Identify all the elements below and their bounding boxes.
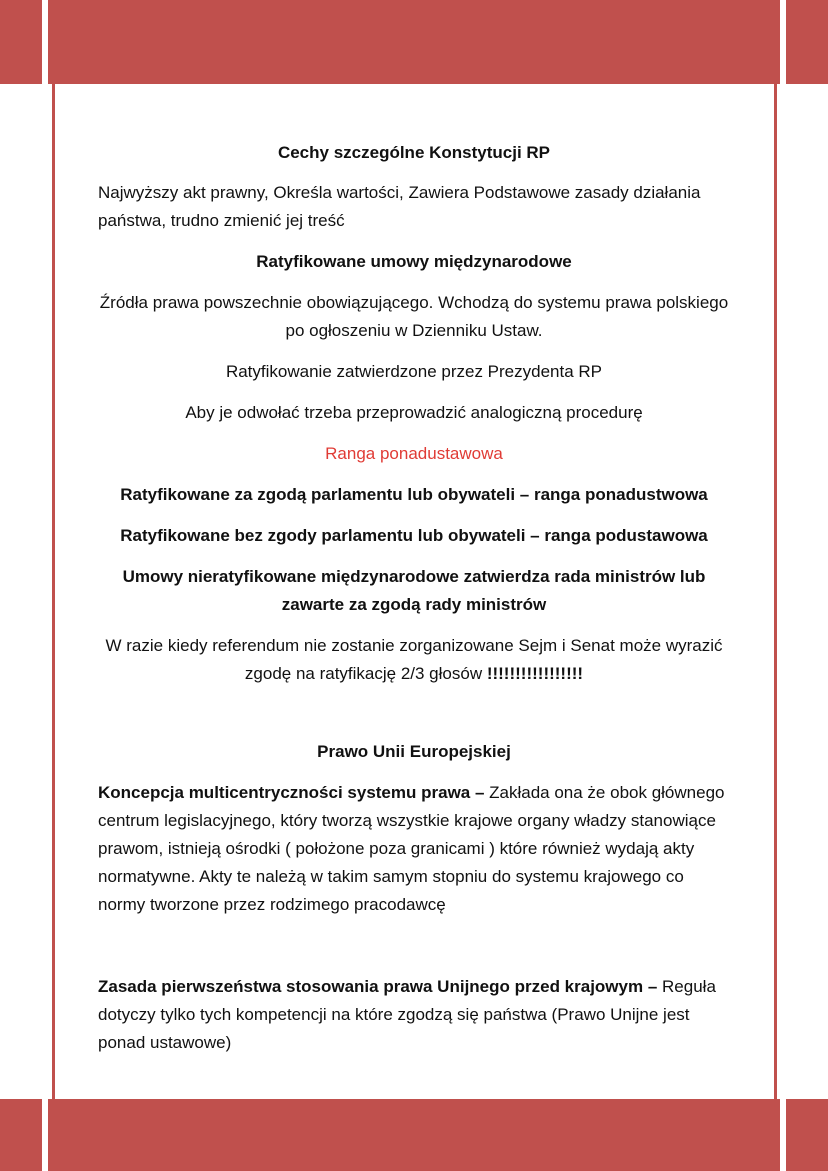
heading-eu-law: Prawo Unii Europejskiej: [317, 742, 511, 761]
agreements-bold-2: Ratyfikowane bez zgody parlamentu lub obywateli – ranga podustawowa: [120, 526, 708, 545]
term-primacy: Zasada pierwszeństwa stosowania prawa Unijnego przed krajowym –: [98, 977, 658, 996]
definition-primacy: Reguła dotyczy tylko tych kompetencji na które zgodzą się państwa (Prawo Unijne jest ponad ustawowe): [98, 977, 716, 1052]
agreements-paragraph-4: [98, 632, 730, 688]
right-rail: [774, 0, 777, 1171]
agreements-paragraph-3: Aby je odwołać trzeba przeprowadzić analogiczną procedurę: [185, 403, 643, 422]
bottom-band-left-gap: [42, 1099, 48, 1171]
constitution-features: Najwyższy akt prawny, Określa wartości, Zawiera Podstawowe zasady działania państwa, trudno zmienić jej treść: [98, 183, 701, 230]
agreements-paragraph-1: Źródła prawa powszechnie obowiązującego. Wchodzą do systemu prawa polskiego po ogłoszeniu w Dzienniku Ustaw.: [99, 293, 729, 340]
heading-international-agreements: Ratyfikowane umowy międzynarodowe: [256, 252, 572, 271]
agreements-emphasis: !!!!!!!!!!!!!!!!!: [486, 664, 584, 683]
document-body: [98, 140, 730, 1057]
definition-multicentric: Zakłada ona że obok głównego centrum legislacyjnego, który tworzą wszystkie krajowe organy władzy stanowiące prawom, istnieją ośrodki ( położone poza granicami ) które również wydają akty normatywne. Akty te należą w takim samym stopniu do systemu krajowego co normy tworzone przez rodzimego pracodawcę: [98, 783, 725, 914]
top-band: [0, 0, 828, 84]
top-band-right-gap: [780, 0, 786, 84]
agreements-bold-3: Umowy nieratyfikowane międzynarodowe zatwierdza rada ministrów lub zawarte za zgodą rady ministrów: [122, 567, 706, 614]
agreements-paragraph-2: Ratyfikowanie zatwierdzone przez Prezydenta RP: [225, 362, 603, 381]
term-multicentric: Koncepcja multicentryczności systemu prawa –: [98, 783, 485, 802]
bottom-band-right-gap: [780, 1099, 786, 1171]
eu-multicentric-concept: [98, 779, 730, 919]
rank-label: Ranga ponadustawowa: [325, 444, 503, 463]
heading-constitution: Cechy szczególne Konstytucji RP: [277, 143, 551, 162]
agreements-paragraph-4-text: W razie kiedy referendum nie zostanie zorganizowane Sejm i Senat może wyrazić zgodę na ratyfikację 2/3 głosów: [105, 636, 723, 683]
left-rail: [52, 0, 55, 1171]
top-band-left-gap: [42, 0, 48, 84]
agreements-bold-1: Ratyfikowane za zgodą parlamentu lub obywateli – ranga ponadustwowa: [120, 485, 708, 504]
bottom-band: [0, 1099, 828, 1171]
eu-primacy-principle: [98, 973, 730, 1057]
